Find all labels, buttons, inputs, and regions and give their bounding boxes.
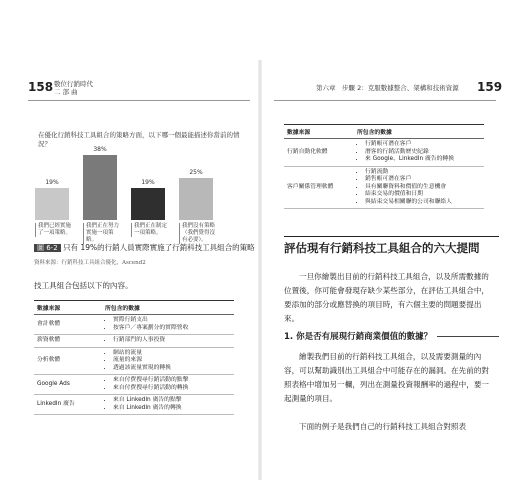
right-page [260, 0, 520, 500]
data-item: • 行銷帳可潛在客戶 [365, 141, 481, 149]
row-items [354, 139, 484, 167]
bar-value-label: 38% [93, 146, 107, 154]
table-row [34, 315, 234, 335]
running-head [54, 80, 93, 96]
data-item: • 結束交易的價值和日期 [365, 191, 481, 199]
chart-bar [35, 188, 69, 220]
x-tick-label: 我們正在努力實施一項策略。 [83, 223, 122, 244]
x-tick-label: 我們沒有策略（我們覺得沒有必要）。 [179, 223, 218, 244]
question-title: 1. 你是否有展現行銷商業價值的數據？ [284, 332, 433, 342]
row-source: Google Ads [34, 375, 102, 395]
data-item: • 來 Google、LinkedIn 廣告的轉換 [365, 156, 481, 164]
data-source-table-left [34, 300, 234, 415]
table-header-source: 數據來源 [284, 125, 354, 139]
header-rule [274, 100, 496, 101]
table-row [34, 375, 234, 395]
data-item: • 行銷流動 [365, 169, 481, 177]
row-items [354, 166, 484, 209]
data-item: • 透過該流量實現的轉換 [113, 365, 231, 373]
figure-tag: 圖 6-2 [34, 244, 61, 252]
page-number: 158 [28, 80, 54, 94]
data-item: • 來自付費搜尋行銷活動的轉換 [113, 385, 231, 393]
data-item: • 網站的流量 [113, 350, 231, 358]
data-item: • 實際行銷支出 [113, 317, 231, 325]
data-item: • 具有關聯資料和價值的生意機會 [365, 184, 481, 192]
data-item: • 按客戶／專案劃分的實際營收 [113, 325, 231, 333]
table-header-data: 所包含的數據 [102, 301, 234, 315]
section-title: 評估現有行銷科技工具組合的六大提問 [284, 241, 480, 255]
bar-value-label: 19% [141, 178, 155, 186]
row-items [102, 375, 234, 395]
row-items [102, 395, 234, 415]
x-tick-label: 我們已經實施了一項策略。 [35, 223, 74, 237]
row-source: 會計軟體 [34, 315, 102, 335]
row-items [102, 347, 234, 375]
row-items [102, 315, 234, 335]
running-head-title: 數位行銷時代 [54, 80, 93, 88]
table-row [34, 347, 234, 375]
question-heading [284, 330, 499, 342]
running-head-subtitle: 二 部 曲 [54, 88, 78, 96]
table-row [284, 139, 484, 167]
chart-bar [131, 188, 165, 220]
table-row [34, 395, 234, 415]
intro-text: 技工具組合包括以下的內容。 [34, 281, 133, 290]
chart-bar [179, 178, 213, 221]
table-row [34, 335, 234, 348]
data-item: • 來自付費搜尋行銷活動的點擊 [113, 377, 231, 385]
running-head: 第六章 步驟 2：克服數據整合、架構和技術資源 [316, 84, 459, 92]
section-heading [284, 236, 499, 256]
row-source: 行銷自動化軟體 [284, 139, 354, 167]
chart-bar [83, 155, 117, 220]
row-items [102, 335, 234, 348]
figure-source: 資料來源：行銷科技工具組合優化，Ascend2 [34, 260, 146, 266]
row-source: 客戶關係管理軟體 [284, 166, 354, 209]
table-header-source: 數據來源 [34, 301, 102, 315]
figure-caption-line [34, 242, 256, 253]
data-item: • 來自 LinkedIn 廣告的轉換 [113, 405, 231, 413]
bar-value-label: 25% [189, 168, 203, 176]
row-source: 分析軟體 [34, 347, 102, 375]
data-source-table-right [284, 124, 484, 209]
data-item: • 流量的來源 [113, 357, 231, 365]
bar-value-label: 19% [45, 178, 59, 186]
x-tick-label: 我們正在制定一項策略。 [131, 223, 170, 237]
data-item: • 來自 LinkedIn 廣告的點擊 [113, 397, 231, 405]
figure-caption: 只有 19%的行銷人員實際實施了行銷科技工具組合的策略 [63, 243, 255, 252]
closing-paragraph: 下面的例子是我們自己的行銷科技工具組合對照表 [299, 422, 467, 431]
data-item: • 銷售帳可潛在客戶 [365, 176, 481, 184]
data-item: • 行銷部門的人事投資 [113, 337, 231, 345]
chart-question: 在優化行銷科技工具組合的策略方面，以下哪一個最能描述你當前的情況？ [38, 131, 240, 148]
table-header-data: 所包含的數據 [354, 125, 484, 139]
page-number: 159 [477, 80, 503, 94]
question-paragraph: 繪製我們目前的行銷科技工具組合，以及需要測量的內容，可以幫助識別出工具組合中可能存在的漏洞。在先前的對照表格中增加另一欄，列出在測量投資報酬率的過程中，要一起測量的項目。 [284, 352, 490, 403]
row-source: 薪資軟體 [34, 335, 102, 348]
section-paragraph: 一旦你繪製出目前的行銷科技工具組合，以及所需數據的位置後，你可能會發現存缺少某些部分，在評估工具組合中，要添加的部分或應替換的項目時，有六個主要的問題要提出來。 [284, 272, 490, 323]
table-row [284, 166, 484, 209]
header-rule [28, 100, 250, 101]
row-source: LinkedIn 廣告 [34, 395, 102, 415]
data-item: • 潛客的行銷活動歷史紀錄 [365, 149, 481, 157]
data-item: • 與結束交易相關聯的公司和聯絡人 [365, 199, 481, 207]
